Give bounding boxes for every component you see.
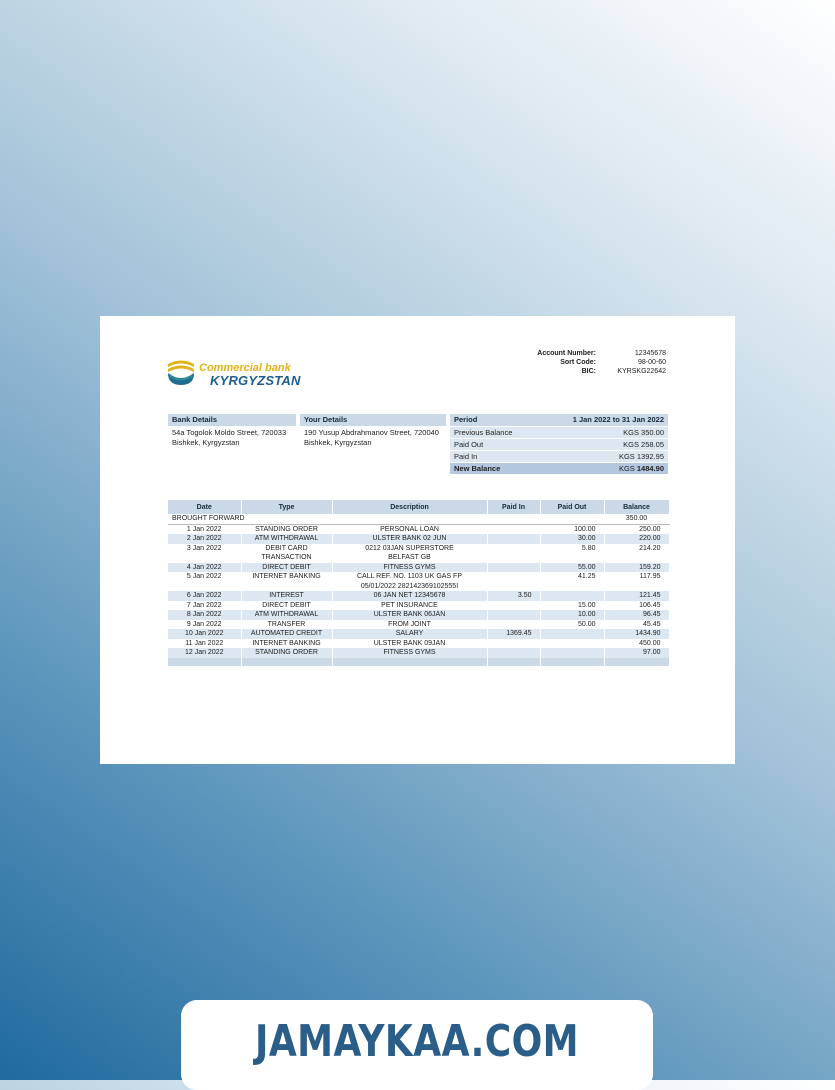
cell-date: 11 Jan 2022 — [168, 639, 241, 649]
your-address-line-2: Bishkek, Kyrgyzstan — [304, 438, 372, 447]
col-paid-in-header: Paid In — [487, 500, 540, 514]
cell-paid-in — [487, 534, 540, 544]
cell-description: 06 JAN NET 12345678 — [332, 591, 487, 601]
period-summary — [450, 414, 668, 474]
table-row — [168, 572, 669, 591]
table-row — [168, 629, 669, 639]
cell-description: ULSTER BANK 09JAN — [332, 639, 487, 649]
cell-balance: 1434.90 — [604, 629, 669, 639]
table-footer-row — [168, 658, 669, 666]
cell-paid-in: 1369.45 — [487, 629, 540, 639]
cell-paid-out — [540, 648, 604, 658]
footer-brand: JAMAYKAA.COM — [254, 1016, 580, 1067]
col-date-header: Date — [168, 500, 241, 514]
table-row — [168, 620, 669, 630]
cell-description: ULSTER BANK 06JAN — [332, 610, 487, 620]
previous-balance-label: Previous Balance — [454, 428, 513, 437]
bic-value: KYRSKG22642 — [617, 368, 666, 375]
cell-description: PET INSURANCE — [332, 601, 487, 611]
transactions-table — [168, 500, 670, 666]
your-address-line-1: 190 Yusup Abdrahmanov Street, 720040 — [304, 428, 439, 437]
cell-paid-out — [540, 629, 604, 639]
cell-date: 8 Jan 2022 — [168, 610, 241, 620]
table-row — [168, 648, 669, 658]
cell-paid-out: 100.00 — [540, 524, 604, 534]
cell-balance: 117.95 — [604, 572, 669, 591]
table-row — [168, 534, 669, 544]
brought-forward-row — [168, 514, 669, 524]
cell-paid-out: 55.00 — [540, 563, 604, 573]
cell-type: INTERNET BANKING — [241, 572, 332, 591]
your-details-heading: Your Details — [300, 414, 446, 426]
cell-paid-in — [487, 620, 540, 630]
cell-balance: 250.00 — [604, 524, 669, 534]
bank-address-line-2: Bishkek, Kyrgyzstan — [172, 438, 240, 447]
cell-paid-out — [540, 591, 604, 601]
table-row — [168, 601, 669, 611]
cell-balance: 159.20 — [604, 563, 669, 573]
bank-details-heading: Bank Details — [168, 414, 296, 426]
bank-details — [168, 414, 296, 448]
cell-description: FITNESS GYMS — [332, 563, 487, 573]
cell-paid-in — [487, 610, 540, 620]
period-range: 1 Jan 2022 to 31 Jan 2022 — [572, 415, 664, 424]
cell-paid-out: 10.00 — [540, 610, 604, 620]
table-row — [168, 610, 669, 620]
cell-paid-out: 5.80 — [540, 544, 604, 563]
table-row — [168, 639, 669, 649]
cell-date: 9 Jan 2022 — [168, 620, 241, 630]
cell-date: 2 Jan 2022 — [168, 534, 241, 544]
paid-in-label: Paid In — [454, 452, 478, 461]
cell-paid-out: 30.00 — [540, 534, 604, 544]
cell-description: PERSONAL LOAN — [332, 524, 487, 534]
cell-balance: 220.00 — [604, 534, 669, 544]
cell-type: INTEREST — [241, 591, 332, 601]
cell-paid-in — [487, 639, 540, 649]
cell-type: ATM WITHDRAWAL — [241, 534, 332, 544]
bank-emblem-icon — [166, 358, 196, 386]
cell-date: 10 Jan 2022 — [168, 629, 241, 639]
cell-balance: 45.45 — [604, 620, 669, 630]
cell-type: AUTOMATED CREDIT — [241, 629, 332, 639]
cell-description: FROM JOINT — [332, 620, 487, 630]
period-label: Period — [454, 415, 478, 424]
previous-balance-row — [450, 426, 668, 438]
new-balance-row — [450, 462, 668, 474]
table-row — [168, 544, 669, 563]
cell-paid-in — [487, 524, 540, 534]
cell-description: CALL REF. NO. 1103 UK GAS FP 05/01/2022 282142369102555I — [332, 572, 487, 591]
footer-banner — [181, 1000, 653, 1090]
cell-type: DIRECT DEBIT — [241, 563, 332, 573]
cell-date: 3 Jan 2022 — [168, 544, 241, 563]
table-row — [168, 563, 669, 573]
cell-balance: 450.00 — [604, 639, 669, 649]
cell-description: ULSTER BANK 02 JUN — [332, 534, 487, 544]
sort-code-value: 98-00-60 — [637, 359, 666, 366]
col-type-header: Type — [241, 500, 332, 514]
table-row — [168, 524, 669, 534]
paid-out-label: Paid Out — [454, 440, 484, 449]
logo-line-2: KYRGYZSTAN — [210, 373, 301, 388]
cell-type: INTERNET BANKING — [241, 639, 332, 649]
cell-paid-in — [487, 648, 540, 658]
table-row — [168, 591, 669, 601]
cell-paid-out: 41.25 — [540, 572, 604, 591]
brought-forward-label: BROUGHT FORWARD — [168, 514, 332, 524]
sort-code-row — [520, 358, 666, 367]
sort-code-label: Sort Code: — [560, 359, 596, 366]
table-header-row — [168, 500, 669, 514]
brought-forward-balance: 350.00 — [604, 514, 669, 524]
your-details — [300, 414, 446, 448]
account-info — [520, 349, 666, 376]
cell-balance: 121.45 — [604, 591, 669, 601]
paid-in-value: KGS 1392.95 — [618, 452, 664, 461]
cell-description: SALARY — [332, 629, 487, 639]
logo-line-1: Commercial bank — [199, 362, 291, 374]
cell-type: DEBIT CARD TRANSACTION — [241, 544, 332, 563]
col-paid-out-header: Paid Out — [540, 500, 604, 514]
cell-description: FITNESS GYMS — [332, 648, 487, 658]
new-balance-label: New Balance — [454, 464, 501, 473]
cell-date: 5 Jan 2022 — [168, 572, 241, 591]
new-balance-value: 1484.90 — [636, 464, 664, 473]
cell-paid-in — [487, 572, 540, 591]
bank-address-line-1: 54a Togolok Moldo Street, 720033 — [172, 428, 287, 437]
cell-type: ATM WITHDRAWAL — [241, 610, 332, 620]
paid-out-row — [450, 438, 668, 450]
cell-description: 0212 03JAN SUPERSTORE BELFAST GB — [332, 544, 487, 563]
cell-date: 7 Jan 2022 — [168, 601, 241, 611]
bank-logo — [166, 358, 306, 388]
cell-date: 12 Jan 2022 — [168, 648, 241, 658]
cell-date: 4 Jan 2022 — [168, 563, 241, 573]
new-balance-currency: KGS — [618, 464, 635, 473]
cell-balance: 96.45 — [604, 610, 669, 620]
account-number-label: Account Number: — [537, 350, 596, 357]
cell-balance: 106.45 — [604, 601, 669, 611]
bank-statement — [100, 316, 735, 764]
account-number-row — [520, 349, 666, 358]
cell-type: STANDING ORDER — [241, 648, 332, 658]
cell-paid-out — [540, 639, 604, 649]
period-header — [450, 414, 668, 426]
bic-label: BIC: — [581, 368, 596, 375]
cell-paid-out: 50.00 — [540, 620, 604, 630]
cell-type: DIRECT DEBIT — [241, 601, 332, 611]
paid-out-value: KGS 258.05 — [623, 440, 664, 449]
previous-balance-value: KGS 350.00 — [623, 428, 664, 437]
cell-type: TRANSFER — [241, 620, 332, 630]
cell-date: 6 Jan 2022 — [168, 591, 241, 601]
account-number-value: 12345678 — [634, 350, 666, 357]
cell-paid-in — [487, 544, 540, 563]
cell-paid-in: 3.50 — [487, 591, 540, 601]
bic-row — [520, 367, 666, 376]
cell-type: STANDING ORDER — [241, 524, 332, 534]
cell-balance: 214.20 — [604, 544, 669, 563]
cell-paid-in — [487, 563, 540, 573]
cell-balance: 97.00 — [604, 648, 669, 658]
cell-paid-in — [487, 601, 540, 611]
col-description-header: Description — [332, 500, 487, 514]
paid-in-row — [450, 450, 668, 462]
cell-date: 1 Jan 2022 — [168, 524, 241, 534]
col-balance-header: Balance — [604, 500, 669, 514]
cell-paid-out: 15.00 — [540, 601, 604, 611]
